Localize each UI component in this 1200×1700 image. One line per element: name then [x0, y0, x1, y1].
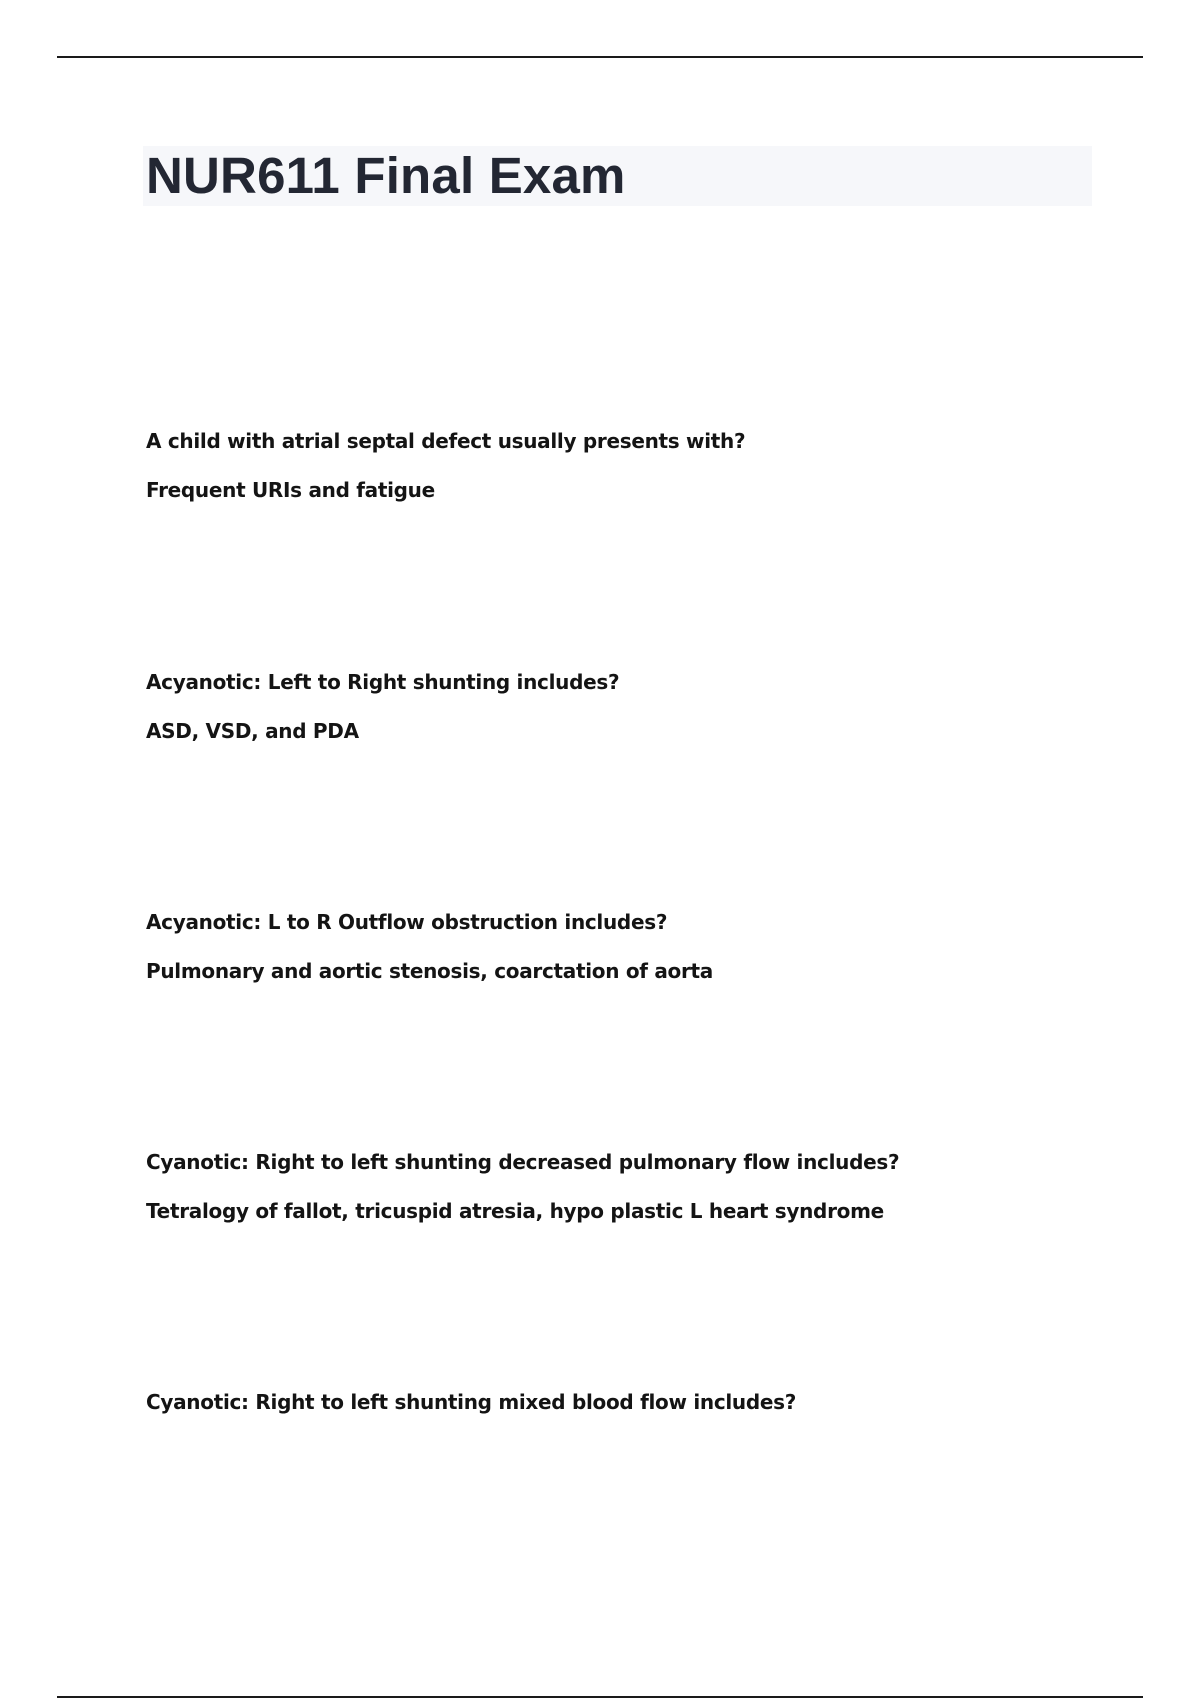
- bottom-rule: [57, 1696, 1143, 1698]
- top-rule: [57, 56, 1143, 58]
- question-text: Cyanotic: Right to left shunting decreased pulmonary flow includes?: [146, 1150, 900, 1174]
- qa-item: [146, 668, 1146, 745]
- qa-item: [146, 908, 1146, 985]
- qa-item: [146, 427, 1146, 504]
- qa-item: [146, 1388, 1146, 1437]
- question-text: Acyanotic: L to R Outflow obstruction includes?: [146, 910, 668, 934]
- question-text: Acyanotic: Left to Right shunting includes?: [146, 670, 620, 694]
- answer-text: Pulmonary and aortic stenosis, coarctation of aorta: [146, 959, 713, 983]
- answer-text: Tetralogy of fallot, tricuspid atresia, hypo plastic L heart syndrome: [146, 1199, 884, 1223]
- page-title: NUR611 Final Exam: [146, 147, 626, 204]
- answer-text: Frequent URIs and fatigue: [146, 478, 435, 502]
- answer-text: ASD, VSD, and PDA: [146, 719, 359, 743]
- question-text: A child with atrial septal defect usually presents with?: [146, 429, 746, 453]
- question-text: Cyanotic: Right to left shunting mixed blood flow includes?: [146, 1390, 797, 1414]
- qa-item: [146, 1148, 1146, 1225]
